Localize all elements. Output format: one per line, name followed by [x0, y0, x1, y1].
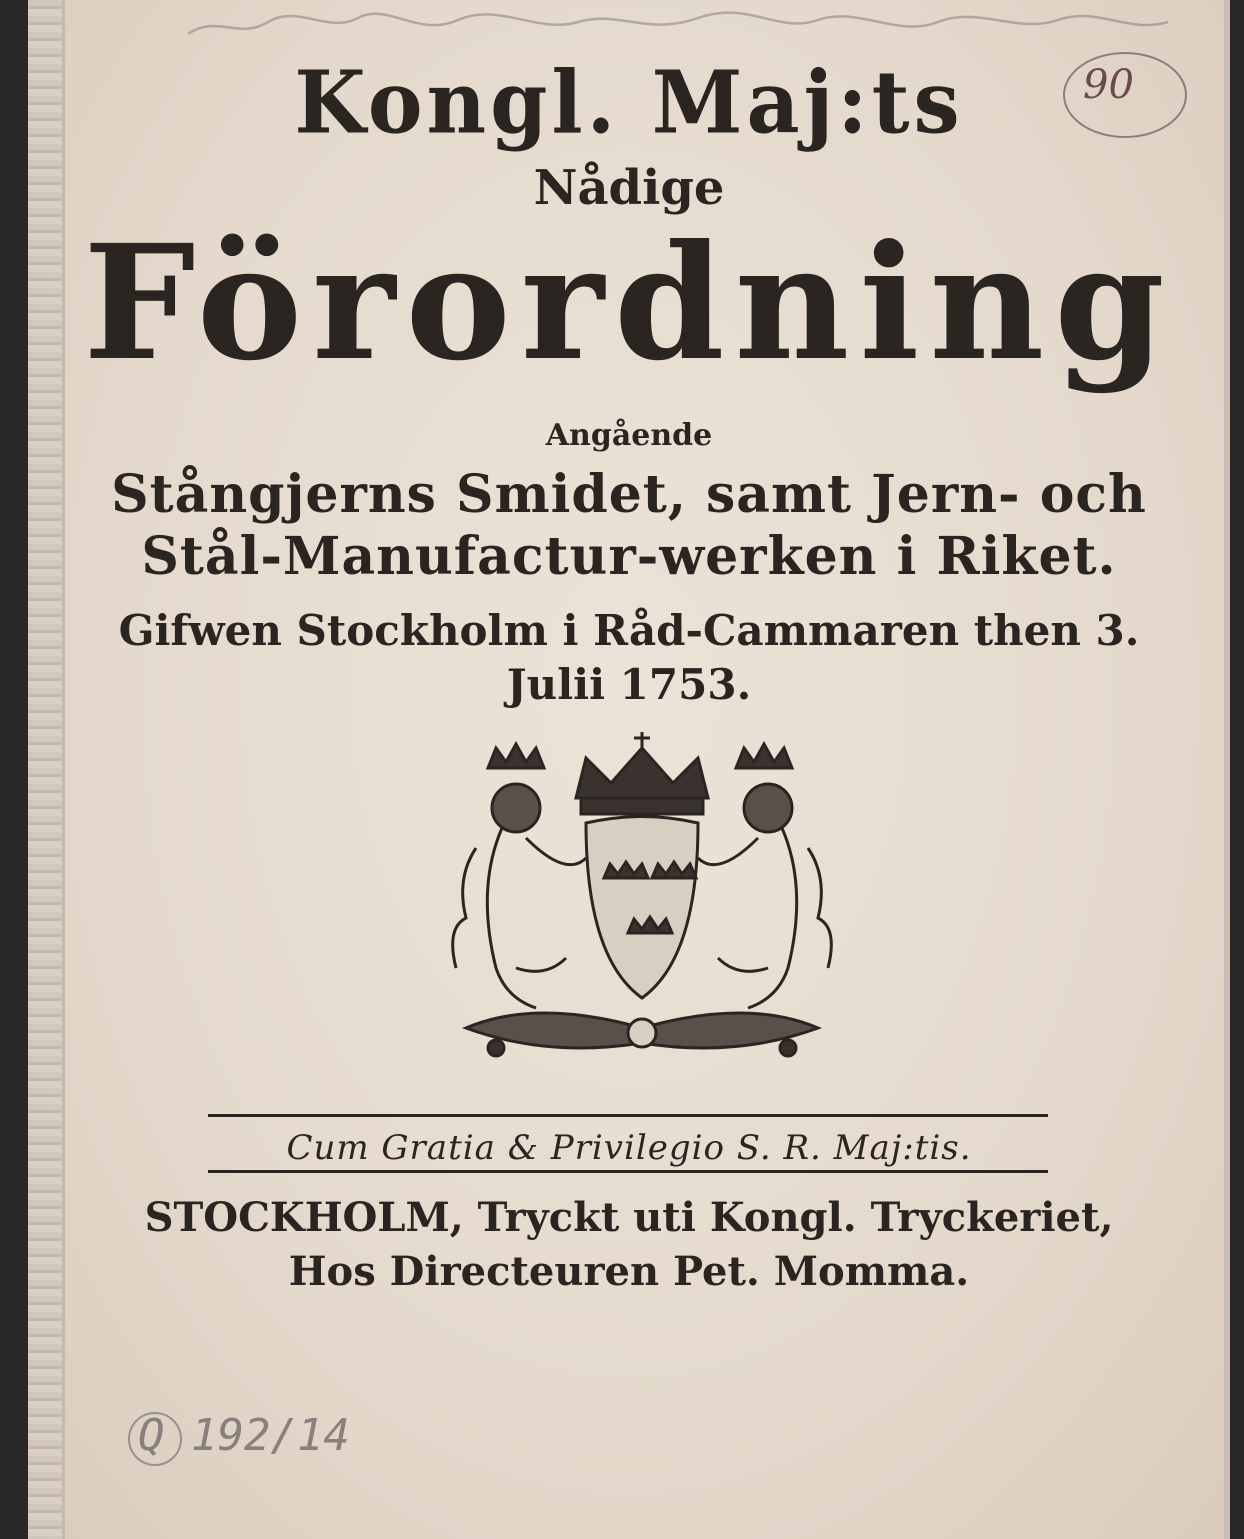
preposition: Angående: [545, 418, 713, 453]
heading-sub: Nådige: [533, 160, 725, 216]
divider-rule-top: [208, 1114, 1048, 1117]
coat-of-arms-icon: [436, 728, 848, 1080]
folio-number: 90: [1083, 62, 1134, 108]
imprint-line-1: STOCKHOLM, Tryckt uti Kongl. Tryckeriet,: [144, 1194, 1114, 1241]
imprint-line-2: Hos Directeuren Pet. Momma.: [288, 1248, 970, 1295]
document-page: [28, 0, 1230, 1539]
handwritten-scribble: [178, 4, 1178, 48]
given-line-1: Gifwen Stockholm i Råd-Cammaren then 3.: [118, 606, 1140, 655]
privilege-line: Cum Gratia & Privilegio S. R. Maj:tis.: [286, 1128, 972, 1168]
given-line-2: Julii 1753.: [506, 660, 752, 709]
shelfmark: Q 192/14: [138, 1410, 350, 1461]
subject-line-2: Stål-Manufactur-werken i Riket.: [141, 526, 1117, 587]
divider-rule-bottom: [208, 1170, 1048, 1173]
document-title: Förordning: [83, 211, 1175, 396]
subject-line-1: Stångjerns Smidet, samt Jern- och: [111, 464, 1147, 525]
heading-main: Kongl. Maj:ts: [294, 52, 964, 154]
